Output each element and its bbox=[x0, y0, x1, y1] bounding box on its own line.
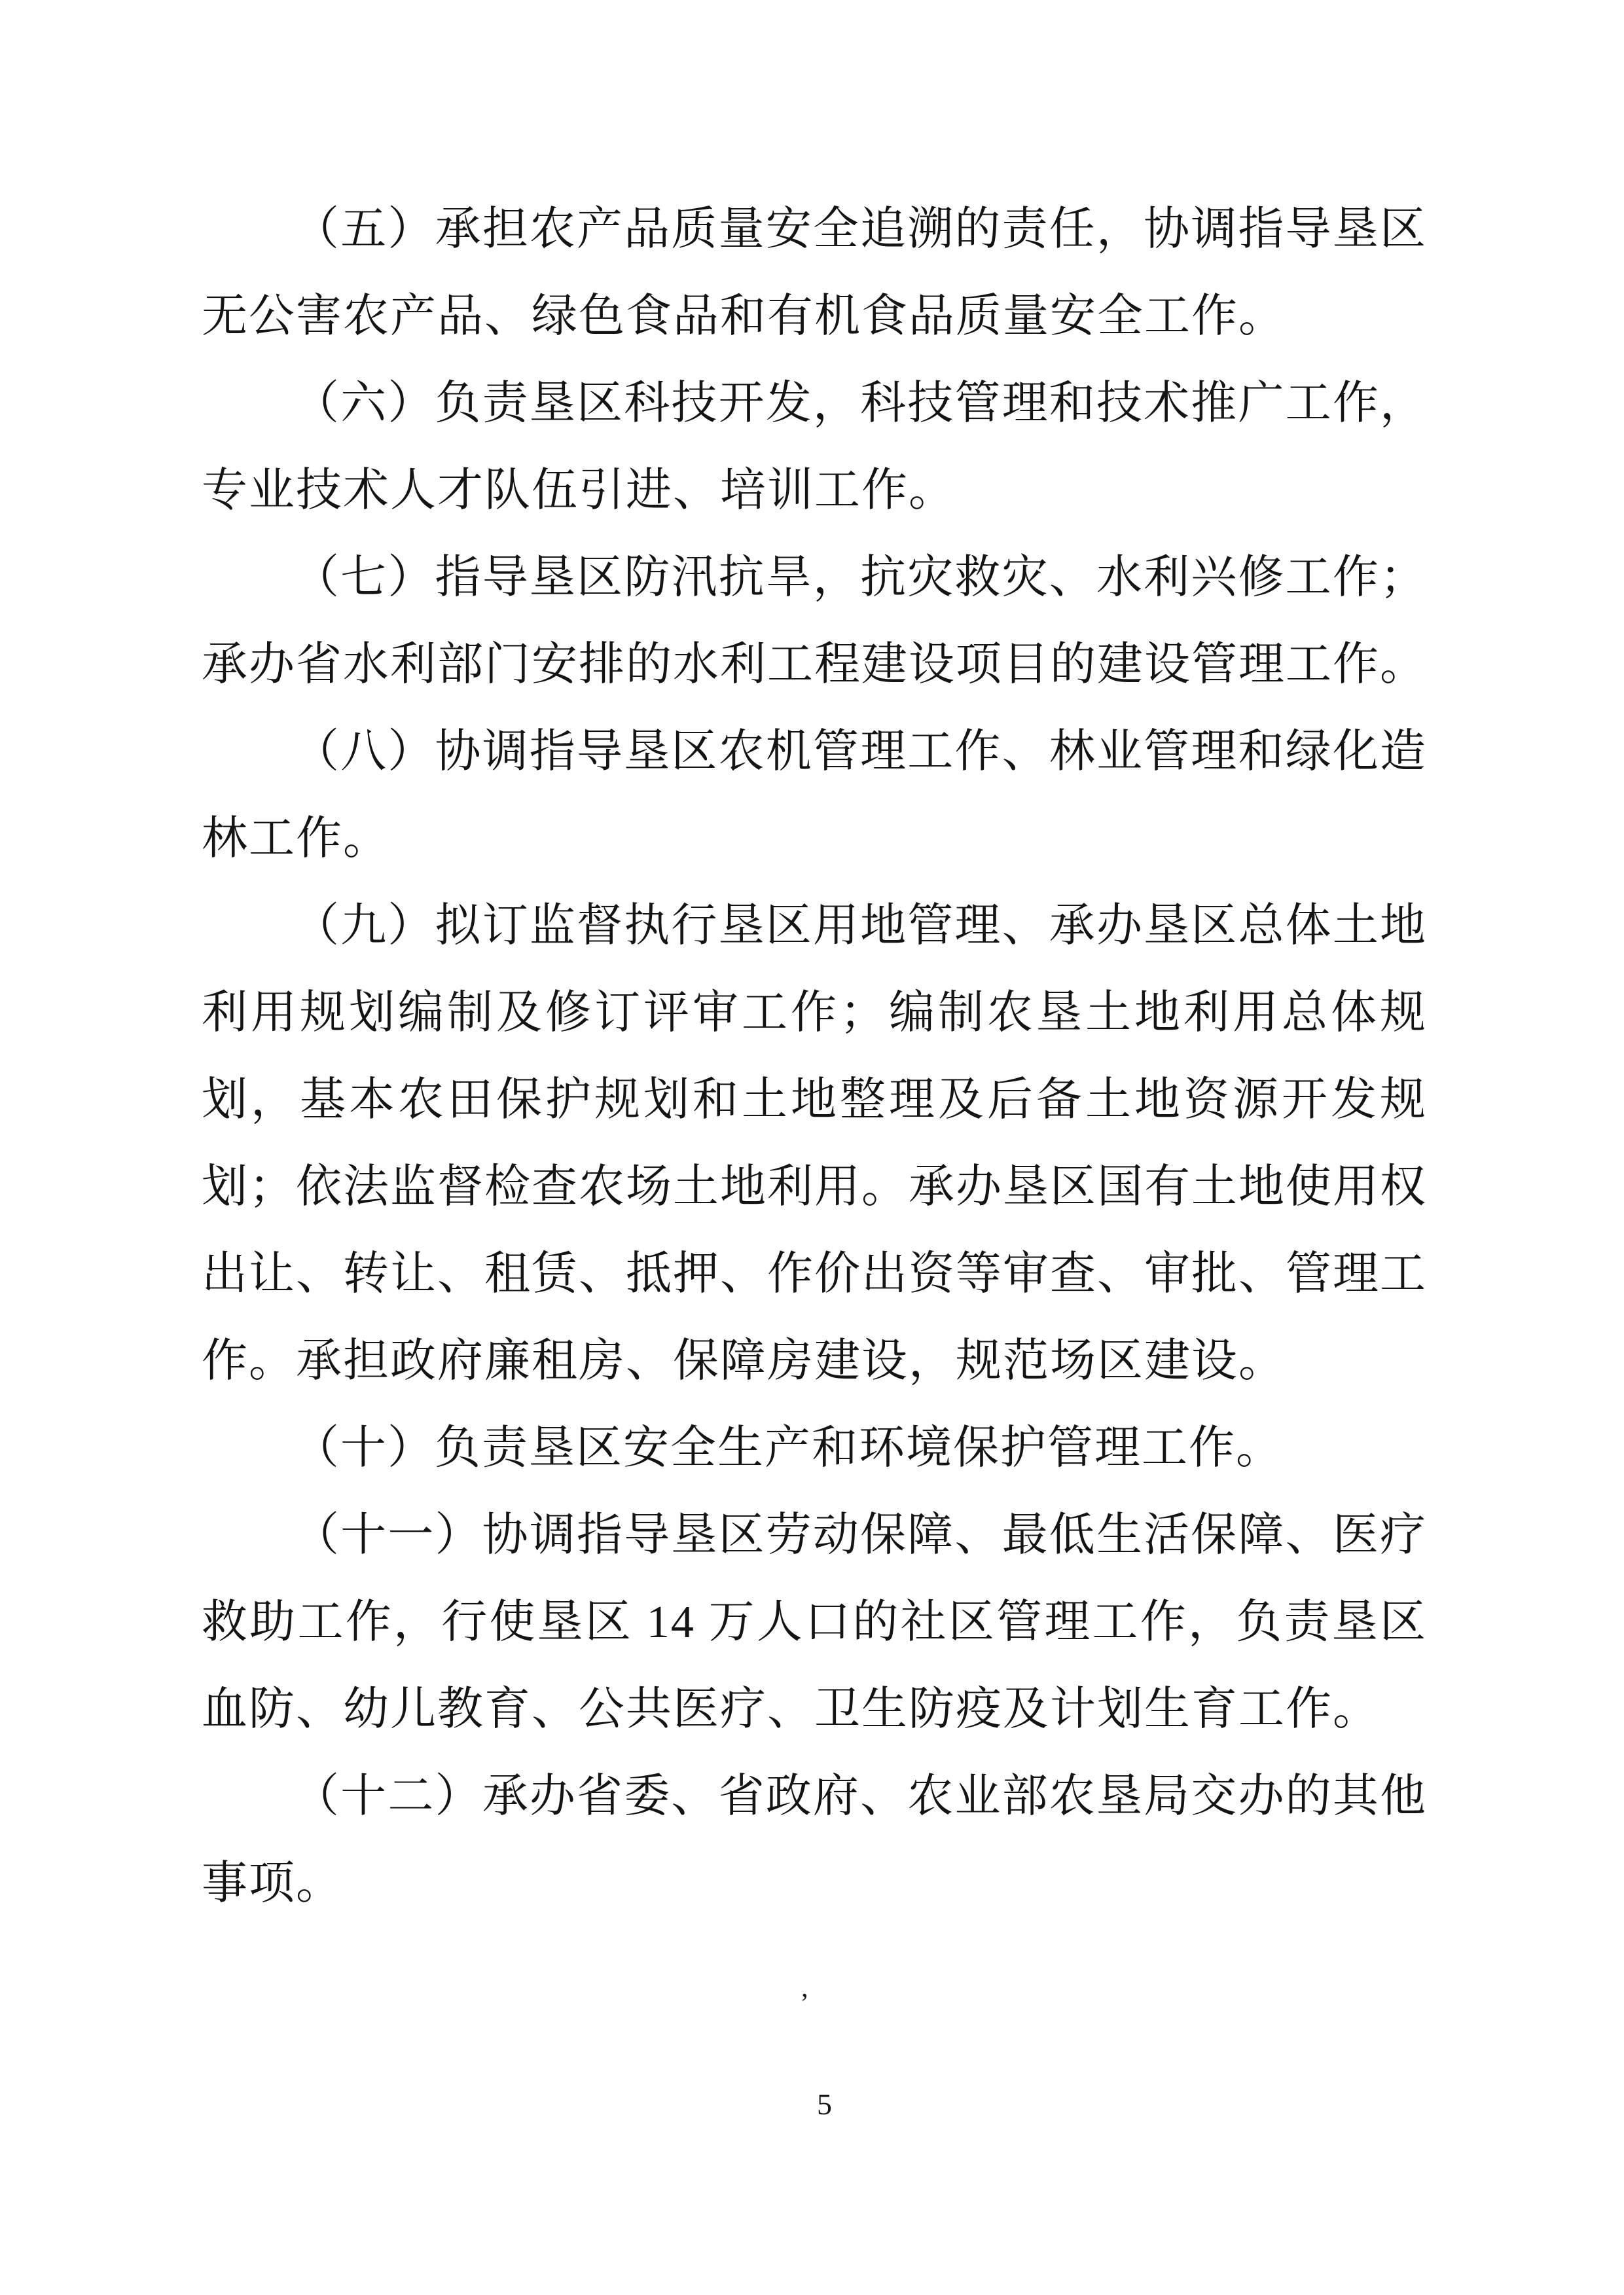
page-number: 5 bbox=[817, 2087, 832, 2121]
paragraph-item-10: （十）负责垦区安全生产和环境保护管理工作。 bbox=[293, 1423, 1283, 1473]
paragraph-item-7: （七）指导垦区防汛抗旱，抗灾救灾、水利兴修工作；承办省水利部门安排的水利工程建设项目的建设管理工作。 bbox=[202, 552, 1427, 690]
document-body bbox=[202, 186, 1427, 1927]
paragraph-item-11: （十一）协调指导垦区劳动保障、最低生活保障、医疗救助工作，行使垦区 14 万人口的社区管理工作，负责垦区血防、幼儿教育、公共医疗、卫生防疫及计划生育工作。 bbox=[202, 1510, 1427, 1735]
paragraph-item-5: （五）承担农产品质量安全追溯的责任，协调指导垦区无公害农产品、绿色食品和有机食品质量安全工作。 bbox=[202, 204, 1427, 342]
paragraph-item-12: （十二）承办省委、省政府、农业部农垦局交办的其他事项。 bbox=[202, 1771, 1427, 1909]
stray-scan-mark: ’ bbox=[800, 1989, 809, 2019]
paragraph-item-9: （九）拟订监督执行垦区用地管理、承办垦区总体土地利用规划编制及修订评审工作；编制农垦土地利用总体规划，基本农田保护规划和土地整理及后备土地资源开发规划；依法监督检查农场土地利用。承办垦区国有土地使用权出让、转让、租赁、抵押、作价出资等审查、审批、管理工作。承担政府廉租房、保障房建设，规范场区建设。 bbox=[202, 901, 1427, 1386]
paragraph-item-8: （八）协调指导垦区农机管理工作、林业管理和绿化造林工作。 bbox=[202, 727, 1427, 864]
paragraph-item-6: （六）负责垦区科技开发，科技管理和技术推广工作，专业技术人才队伍引进、培训工作。 bbox=[202, 378, 1427, 516]
